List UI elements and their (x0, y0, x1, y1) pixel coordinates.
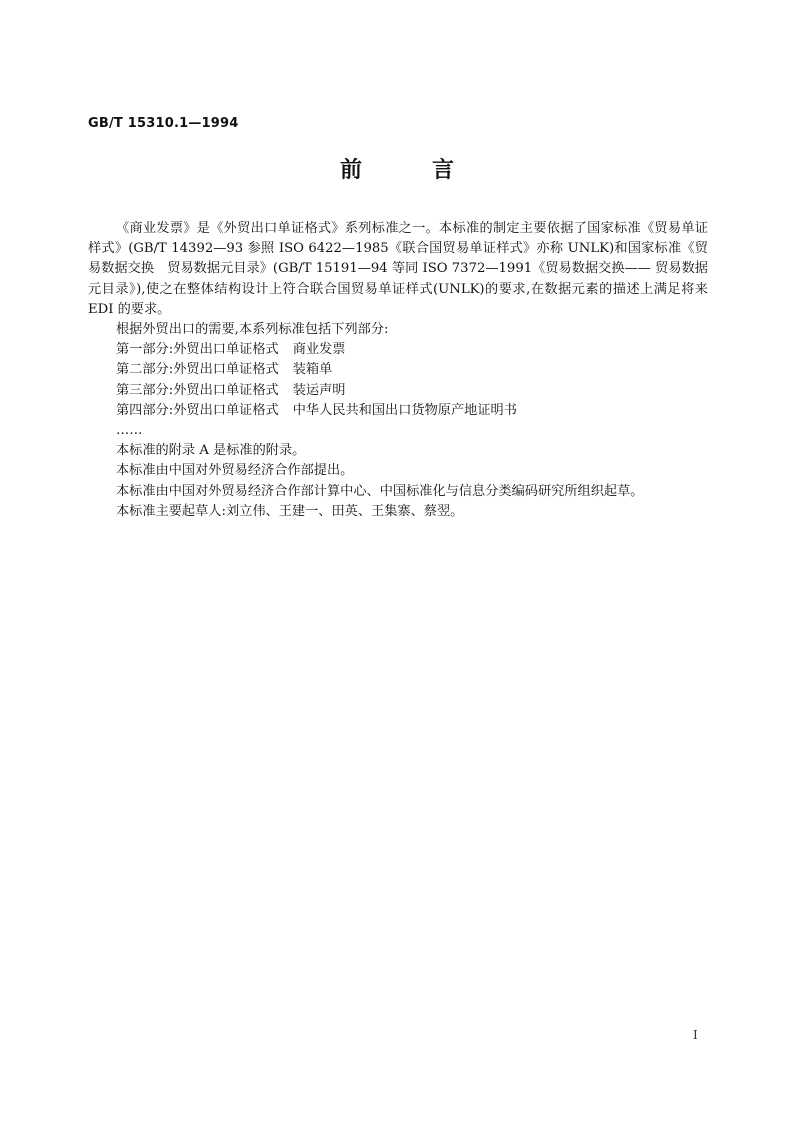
part-name: 中华人民共和国出口货物原产地证明书 (292, 402, 517, 418)
page-number: I (693, 1028, 698, 1042)
part-item (88, 381, 708, 401)
note-proposer: 本标准由中国对外贸易经济合作部提出。 (116, 463, 354, 479)
part-label: 第一部分:外贸出口单证格式 (116, 342, 279, 358)
part-label: 第三部分:外贸出口单证格式 (116, 382, 279, 398)
title-char-left: 前 (339, 158, 362, 183)
note-drafters: 本标准主要起草人:刘立伟、王建一、田英、王集寨、蔡翌。 (116, 503, 464, 519)
part-item (88, 401, 708, 421)
title-char-right: 言 (432, 158, 455, 183)
part-name: 装运声明 (292, 382, 346, 398)
part-item (88, 360, 708, 380)
part-name: 商业发票 (292, 342, 346, 358)
part-label: 第二部分:外贸出口单证格式 (116, 362, 279, 378)
parts-intro: 根据外贸出口的需要,本系列标准包括下列部分: (116, 322, 389, 338)
page-title (0, 153, 794, 184)
intro-paragraph: 《商业发票》是《外贸出口单证格式》系列标准之一。本标准的制定主要依据了国家标准《贸易单证样式》(GB/T 14392—93 参照 ISO 6422—1985《联合国贸易单证样式》亦称 UNLK)和国家标准《贸易数据交换 贸易数据元目录》(GB/T 15191—94 等同 ISO 7372—1991《贸易数据交换—— 贸易数据元目录》),使之在整体结构设计上符合联合国贸易单证样式(UNLK)的要求,在数据元素的描述上满足将来 EDI 的要求。 (88, 221, 708, 317)
note-drafting-org: 本标准由中国对外贸易经济合作部计算中心、中国标准化与信息分类编码研究所组织起草。 (116, 483, 644, 499)
note-appendix: 本标准的附录 A 是标准的附录。 (116, 443, 306, 459)
ellipsis: …… (116, 423, 143, 439)
part-label: 第四部分:外贸出口单证格式 (116, 402, 279, 418)
part-item (88, 340, 708, 360)
foreword-body (88, 219, 708, 522)
part-name: 装箱单 (292, 362, 333, 378)
standard-code: GB/T 15310.1—1994 (88, 116, 239, 131)
